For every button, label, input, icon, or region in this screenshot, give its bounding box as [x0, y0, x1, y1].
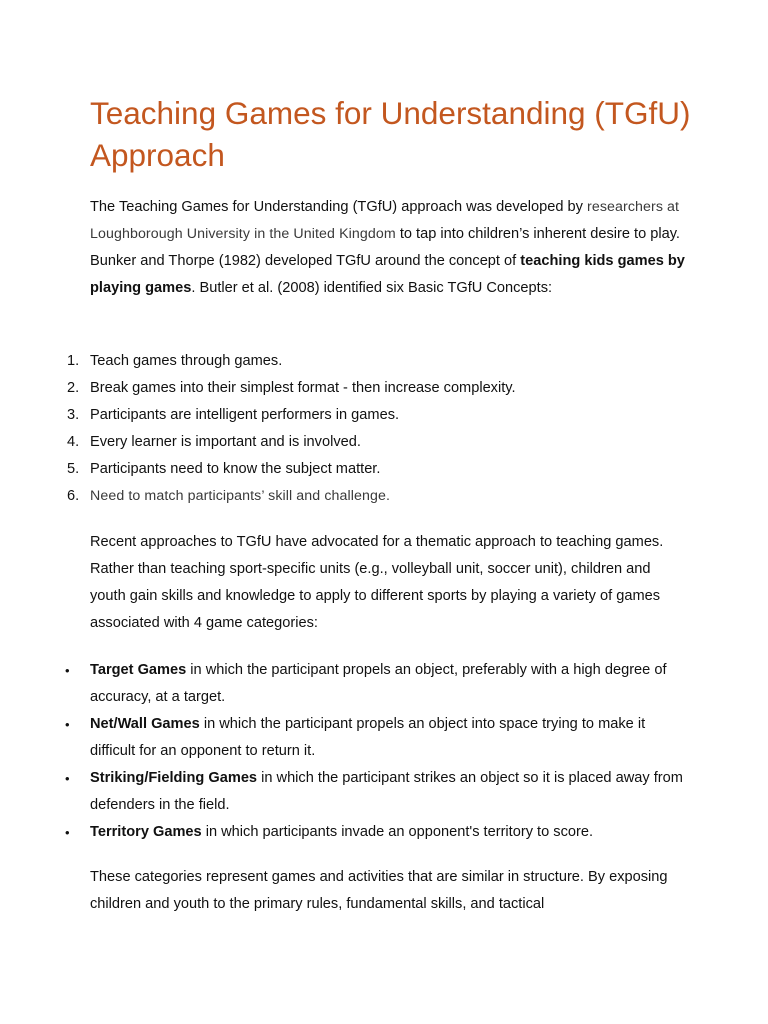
list-item — [67, 402, 690, 429]
bullet-icon: • — [65, 663, 70, 678]
list-item — [67, 375, 690, 402]
list-number: 5. — [67, 461, 80, 477]
bullet-icon: • — [65, 825, 70, 840]
list-item-text: Teach games through games. — [90, 353, 283, 369]
concepts-list — [67, 348, 690, 510]
category-description: in which participants invade an opponent's territory to score. — [201, 824, 594, 840]
list-item — [65, 765, 690, 819]
recent-approaches-paragraph: Recent approaches to TGfU have advocated for a thematic approach to teaching games. Rather than teaching sport-specific units (e.g., volleyball unit, soccer unit), children and youth gain skills and knowledge to apply to different sports by playing a variety of games associated with 4 game categories: — [90, 534, 664, 631]
category-name: Territory Games — [90, 824, 202, 840]
list-item — [67, 456, 690, 483]
intro-text-3: to tap into children’s inherent desire to play. Bunker and Thorpe (1982) developed TGfU around the concept of — [90, 226, 680, 269]
category-name: Net/Wall Games — [90, 716, 200, 732]
list-number: 3. — [67, 407, 80, 423]
bullet-icon: • — [65, 771, 70, 786]
list-item-text: Participants need to know the subject matter. — [90, 461, 381, 477]
list-item — [67, 348, 690, 375]
list-number: 6. — [67, 488, 80, 504]
list-item-text: Break games into their simplest format - then increase complexity. — [90, 380, 516, 396]
intro-paragraph — [90, 194, 690, 302]
list-item — [67, 429, 690, 456]
intro-text-1: The Teaching Games for Understanding (TGfU) approach was developed by — [90, 199, 587, 215]
game-categories-list — [65, 657, 690, 846]
list-number: 4. — [67, 434, 80, 450]
page-title: Teaching Games for Understanding (TGfU) Approach — [90, 95, 691, 173]
list-item — [65, 819, 690, 846]
intro-text-2: researchers at Loughborough University in the United Kingdom — [90, 199, 680, 242]
category-name: Striking/Fielding Games — [90, 770, 258, 786]
category-description: in which the participant propels an object into space trying to make it difficult for an opponent to return it. — [90, 716, 646, 759]
bullet-icon: • — [65, 717, 70, 732]
intro-text-5: . Butler et al. (2008) identified six Basic TGfU Concepts: — [191, 280, 553, 296]
category-description: in which the participant strikes an object so it is placed away from defenders in the field. — [90, 770, 683, 813]
list-item — [65, 711, 690, 765]
list-item — [67, 483, 690, 510]
list-item — [65, 657, 690, 711]
list-item-text: Every learner is important and is involved. — [90, 434, 361, 450]
category-description: in which the participant propels an object, preferably with a high degree of accuracy, at a target. — [90, 662, 667, 705]
intro-bold-phrase: teaching kids games by playing games — [90, 253, 685, 296]
list-number: 2. — [67, 380, 80, 396]
list-item-text: Participants are intelligent performers in games. — [90, 407, 400, 423]
closing-paragraph: These categories represent games and activities that are similar in structure. By exposing children and youth to the primary rules, fundamental skills, and tactical — [90, 869, 668, 912]
list-number: 1. — [67, 353, 80, 369]
category-name: Target Games — [90, 662, 187, 678]
list-item-text: Need to match participants’ skill and challenge. — [90, 488, 391, 504]
